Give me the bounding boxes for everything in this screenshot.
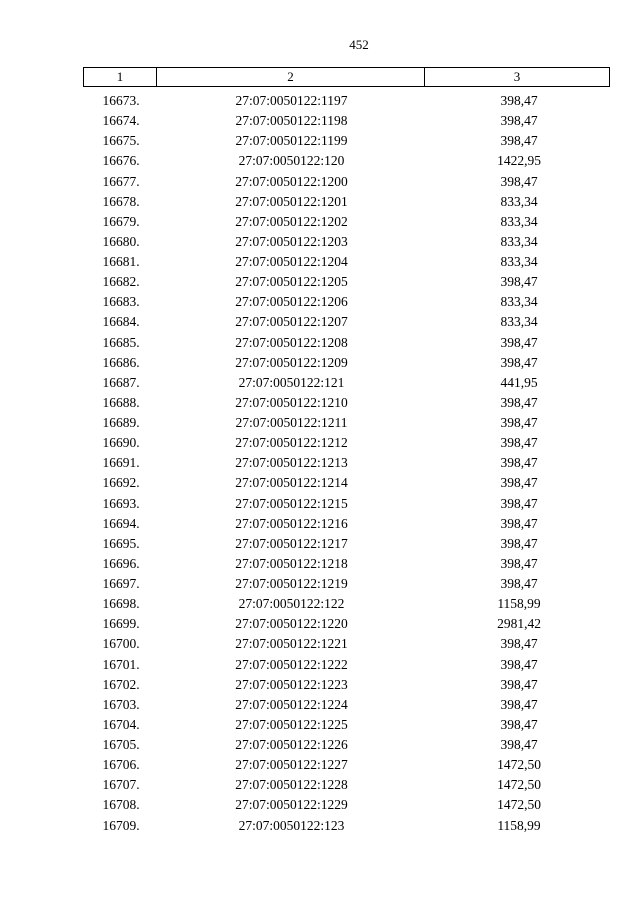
table-row	[83, 292, 610, 312]
cadastral-number-cell: 27:07:0050122:1202	[235, 213, 348, 229]
row-number-cell: 16693.	[102, 495, 140, 511]
table-row	[83, 312, 610, 332]
value-cell: 398,47	[500, 435, 538, 451]
row-number-cell: 16684.	[102, 314, 140, 330]
row-number-cell: 16705.	[102, 737, 140, 753]
table-row	[83, 614, 610, 634]
cadastral-number-cell: 27:07:0050122:1209	[235, 354, 348, 370]
value-cell: 398,47	[500, 394, 538, 410]
value-cell: 398,47	[500, 415, 538, 431]
value-cell: 398,47	[500, 354, 538, 370]
page-number: 452	[349, 37, 369, 52]
cadastral-number-cell: 27:07:0050122:1204	[235, 254, 348, 270]
row-number-cell: 16703.	[102, 696, 140, 712]
table-row	[83, 111, 610, 131]
table-row	[83, 413, 610, 433]
cadastral-number-cell: 27:07:0050122:1228	[235, 777, 348, 793]
row-number-cell: 16689.	[102, 415, 140, 431]
value-cell: 398,47	[500, 737, 538, 753]
value-cell: 1158,99	[497, 596, 541, 612]
row-number-cell: 16696.	[102, 555, 140, 571]
table-row	[83, 494, 610, 514]
value-cell: 833,34	[500, 294, 538, 310]
value-cell: 398,47	[500, 535, 538, 551]
cadastral-number-cell: 27:07:0050122:1218	[235, 555, 348, 571]
column-header-2: 2	[157, 68, 425, 86]
table-row	[83, 212, 610, 232]
value-cell: 833,34	[500, 314, 538, 330]
value-cell: 398,47	[500, 555, 538, 571]
table-row	[83, 574, 610, 594]
table-row	[83, 393, 610, 413]
table-row	[83, 433, 610, 453]
table-row	[83, 353, 610, 373]
row-number-cell: 16688.	[102, 394, 140, 410]
value-cell: 441,95	[500, 374, 538, 390]
value-cell: 398,47	[500, 133, 538, 149]
cadastral-number-cell: 27:07:0050122:1206	[235, 294, 348, 310]
row-number-cell: 16686.	[102, 354, 140, 370]
cadastral-number-cell: 27:07:0050122:1229	[235, 797, 348, 813]
value-cell: 833,34	[500, 213, 538, 229]
row-number-cell: 16701.	[102, 656, 140, 672]
cadastral-number-cell: 27:07:0050122:1199	[235, 133, 348, 149]
table-row	[83, 131, 610, 151]
column-header-1: 1	[84, 68, 157, 86]
row-number-cell: 16673.	[102, 93, 140, 109]
value-cell: 398,47	[500, 93, 538, 109]
cadastral-number-cell: 27:07:0050122:1207	[235, 314, 348, 330]
cadastral-number-cell: 27:07:0050122:1220	[235, 616, 348, 632]
row-number-cell: 16694.	[102, 515, 140, 531]
value-cell: 398,47	[500, 515, 538, 531]
table-row	[83, 272, 610, 292]
value-cell: 1472,50	[497, 797, 541, 813]
table-row	[83, 232, 610, 252]
row-number-cell: 16706.	[102, 757, 140, 773]
row-number-cell: 16708.	[102, 797, 140, 813]
row-number-cell: 16700.	[102, 636, 140, 652]
cadastral-number-cell: 27:07:0050122:1212	[235, 435, 348, 451]
cadastral-number-cell: 27:07:0050122:1197	[235, 93, 348, 109]
row-number-cell: 16687.	[102, 374, 140, 390]
cadastral-number-cell: 27:07:0050122:123	[238, 817, 345, 833]
row-number-cell: 16691.	[102, 455, 140, 471]
row-number-cell: 16699.	[102, 616, 140, 632]
cadastral-number-cell: 27:07:0050122:1215	[235, 495, 348, 511]
cadastral-number-cell: 27:07:0050122:1222	[235, 656, 348, 672]
table-row	[83, 795, 610, 815]
cadastral-number-cell: 27:07:0050122:1227	[235, 757, 348, 773]
value-cell: 398,47	[500, 696, 538, 712]
row-number-cell: 16698.	[102, 596, 140, 612]
value-cell: 1158,99	[497, 817, 541, 833]
row-number-cell: 16702.	[102, 676, 140, 692]
row-number-cell: 16690.	[102, 435, 140, 451]
cadastral-number-cell: 27:07:0050122:1217	[235, 535, 348, 551]
table-row	[83, 252, 610, 272]
row-number-cell: 16678.	[102, 193, 140, 209]
value-cell: 398,47	[500, 716, 538, 732]
table-header	[83, 67, 610, 87]
cadastral-number-cell: 27:07:0050122:1198	[235, 113, 348, 129]
value-cell: 398,47	[500, 636, 538, 652]
row-number-cell: 16674.	[102, 113, 140, 129]
row-number-cell: 16680.	[102, 233, 140, 249]
table-row	[83, 333, 610, 353]
table-row	[83, 453, 610, 473]
value-cell: 1422,95	[497, 153, 541, 169]
value-cell: 398,47	[500, 495, 538, 511]
table-row	[83, 373, 610, 393]
value-cell: 398,47	[500, 173, 538, 189]
cadastral-number-cell: 27:07:0050122:1205	[235, 274, 348, 290]
row-number-cell: 16695.	[102, 535, 140, 551]
table-row	[83, 172, 610, 192]
cadastral-number-cell: 27:07:0050122:1214	[235, 475, 348, 491]
value-cell: 398,47	[500, 113, 538, 129]
table-row	[83, 91, 610, 111]
row-number-cell: 16679.	[102, 213, 140, 229]
row-number-cell: 16697.	[102, 576, 140, 592]
value-cell: 398,47	[500, 455, 538, 471]
cadastral-number-cell: 27:07:0050122:1201	[235, 193, 348, 209]
table-row	[83, 695, 610, 715]
table-row	[83, 534, 610, 554]
cadastral-number-cell: 27:07:0050122:1225	[235, 716, 348, 732]
cadastral-number-cell: 27:07:0050122:1226	[235, 737, 348, 753]
table-row	[83, 775, 610, 795]
cadastral-number-cell: 27:07:0050122:122	[238, 596, 345, 612]
table-body	[83, 91, 610, 836]
value-cell: 833,34	[500, 193, 538, 209]
table-row	[83, 151, 610, 171]
table-row	[83, 594, 610, 614]
table-row	[83, 816, 610, 836]
value-cell: 1472,50	[497, 757, 541, 773]
value-cell: 398,47	[500, 656, 538, 672]
table-row	[83, 735, 610, 755]
cadastral-number-cell: 27:07:0050122:1216	[235, 515, 348, 531]
row-number-cell: 16709.	[102, 817, 140, 833]
cadastral-number-cell: 27:07:0050122:1223	[235, 676, 348, 692]
value-cell: 2981,42	[497, 616, 541, 632]
table-row	[83, 554, 610, 574]
value-cell: 398,47	[500, 676, 538, 692]
table-row	[83, 715, 610, 735]
table-row	[83, 192, 610, 212]
table-row	[83, 675, 610, 695]
row-number-cell: 16681.	[102, 254, 140, 270]
value-cell: 1472,50	[497, 777, 541, 793]
table-row	[83, 514, 610, 534]
row-number-cell: 16685.	[102, 334, 140, 350]
cadastral-number-cell: 27:07:0050122:1203	[235, 233, 348, 249]
cadastral-number-cell: 27:07:0050122:1200	[235, 173, 348, 189]
cadastral-number-cell: 27:07:0050122:1221	[235, 636, 348, 652]
row-number-cell: 16704.	[102, 716, 140, 732]
value-cell: 833,34	[500, 233, 538, 249]
row-number-cell: 16682.	[102, 274, 140, 290]
table-row	[83, 634, 610, 654]
cadastral-number-cell: 27:07:0050122:1210	[235, 394, 348, 410]
cadastral-number-cell: 27:07:0050122:1224	[235, 696, 348, 712]
table-row	[83, 755, 610, 775]
cadastral-number-cell: 27:07:0050122:1211	[235, 415, 348, 431]
cadastral-number-cell: 27:07:0050122:121	[238, 374, 345, 390]
row-number-cell: 16707.	[102, 777, 140, 793]
cadastral-number-cell: 27:07:0050122:1213	[235, 455, 348, 471]
value-cell: 398,47	[500, 274, 538, 290]
value-cell: 398,47	[500, 475, 538, 491]
cadastral-number-cell: 27:07:0050122:1208	[235, 334, 348, 350]
row-number-cell: 16675.	[102, 133, 140, 149]
row-number-cell: 16676.	[102, 153, 140, 169]
table-row	[83, 473, 610, 493]
cadastral-number-cell: 27:07:0050122:1219	[235, 576, 348, 592]
value-cell: 398,47	[500, 576, 538, 592]
cadastral-number-cell: 27:07:0050122:120	[238, 153, 345, 169]
row-number-cell: 16683.	[102, 294, 140, 310]
value-cell: 833,34	[500, 254, 538, 270]
column-header-3: 3	[513, 69, 521, 84]
table-row	[83, 655, 610, 675]
row-number-cell: 16677.	[102, 173, 140, 189]
value-cell: 398,47	[500, 334, 538, 350]
row-number-cell: 16692.	[102, 475, 140, 491]
